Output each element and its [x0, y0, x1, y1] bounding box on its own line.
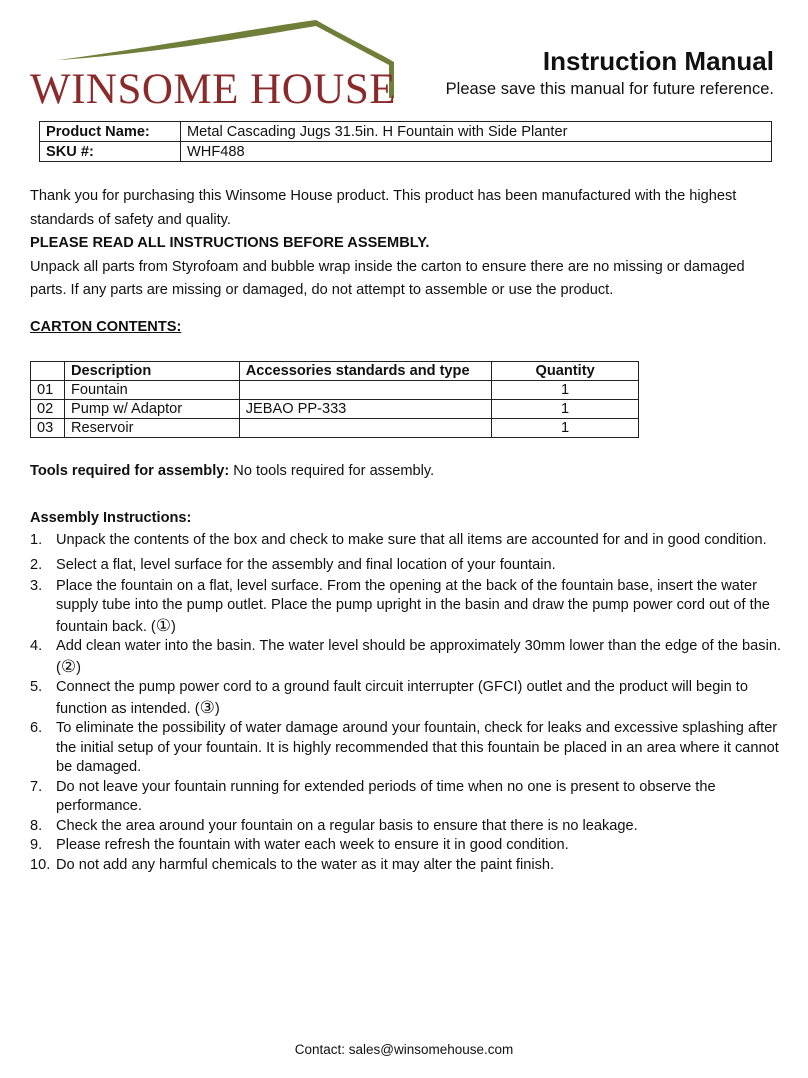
step-text: Connect the pump power cord to a ground fault circuit interrupter (GFCI) outlet and the product will begin to function as intended. ( [56, 679, 748, 717]
carton-contents-heading: CARTON CONTENTS: [30, 319, 182, 335]
title-block [446, 46, 774, 101]
read-instructions-warning: PLEASE READ ALL INSTRUCTIONS BEFORE ASSEMBLY. [30, 235, 430, 251]
table-row [40, 142, 772, 162]
row-description: Fountain [64, 381, 239, 400]
row-description: Pump w/ Adaptor [64, 400, 239, 419]
list-item [30, 719, 782, 778]
table-row [31, 400, 639, 419]
product-name-value: Metal Cascading Jugs 31.5in. H Fountain with Side Planter [181, 122, 772, 142]
list-item [30, 856, 782, 876]
step-text: Check the area around your fountain on a regular basis to ensure that there is no leakage. [56, 817, 638, 834]
brand-logo [28, 18, 398, 113]
row-quantity: 1 [492, 381, 639, 400]
list-item [30, 778, 782, 817]
page-title: Instruction Manual [542, 46, 774, 76]
intro-section [30, 185, 778, 303]
list-item [30, 554, 782, 576]
row-num: 01 [31, 381, 65, 400]
tools-label: Tools required for assembly: [30, 463, 230, 479]
row-num: 03 [31, 419, 65, 438]
step-text: Select a flat, level surface for the assembly and final location of your fountain. [56, 556, 556, 573]
step-text: Add clean water into the basin. The water level should be approximately 30mm lower than the edge of the basin. ( [56, 638, 781, 676]
step-number: 5. [30, 679, 43, 695]
step-number: 8. [30, 817, 43, 834]
step-text: Do not leave your fountain running for extended periods of time when no one is present to observe the performance. [56, 778, 716, 814]
sku-value: WHF488 [181, 142, 772, 162]
product-info-table [39, 121, 772, 162]
tools-required [30, 460, 434, 482]
step-text-end: ) [76, 659, 81, 676]
row-description: Reservoir [64, 419, 239, 438]
assembly-steps-list [30, 529, 782, 875]
step-number: 10. [30, 856, 51, 873]
step-number: 6. [30, 720, 43, 736]
step-text: Do not add any harmful chemicals to the water as it may alter the paint finish. [56, 856, 555, 873]
row-accessories: JEBAO PP-333 [239, 400, 492, 419]
carton-contents-table [30, 361, 639, 438]
step-number: 4. [30, 638, 43, 654]
step-number: 7. [30, 778, 43, 795]
list-item [30, 637, 782, 678]
table-row [31, 381, 639, 400]
header-cell-quantity: Quantity [492, 362, 639, 381]
table-row [31, 419, 639, 438]
row-quantity: 1 [492, 419, 639, 438]
step-text-end: ) [171, 618, 176, 635]
logo-wordmark: WINSOME HOUSE [30, 66, 397, 113]
table-row [40, 122, 772, 142]
row-accessories [239, 419, 492, 438]
step-text: Please refresh the fountain with water each week to ensure it in good condition. [56, 837, 569, 853]
row-num: 02 [31, 400, 65, 419]
intro-paragraph: Thank you for purchasing this Winsome House product. This product has been manufactured with the highest standards of safety and quality. [30, 188, 737, 228]
list-item [30, 577, 782, 638]
step-number: 9. [30, 837, 43, 853]
header-cell-description: Description [64, 362, 239, 381]
table-header-row [31, 362, 639, 381]
list-item [30, 836, 782, 856]
figure-ref-3: ③ [199, 697, 215, 717]
step-number: 3. [30, 577, 43, 594]
step-number: 2. [30, 556, 43, 573]
list-item [30, 529, 782, 553]
step-number: 1. [30, 532, 43, 548]
unpack-paragraph: Unpack all parts from Styrofoam and bubble wrap inside the carton to ensure there are no missing or damaged parts. If any parts are missing or damaged, do not attempt to assemble or use the product. [30, 258, 745, 298]
row-accessories [239, 381, 492, 400]
list-item [30, 678, 782, 719]
product-name-label: Product Name: [40, 122, 181, 142]
row-quantity: 1 [492, 400, 639, 419]
step-text: To eliminate the possibility of water damage around your fountain, check for leaks and excessive splashing after the initial setup of your fountain. It is highly recommended that this fountain be placed in an area where it cannot be damaged. [56, 720, 779, 775]
sku-label: SKU #: [40, 142, 181, 162]
step-text-end: ) [214, 700, 220, 717]
header-cell-accessories: Accessories standards and type [239, 362, 492, 381]
figure-ref-1: ① [155, 615, 172, 635]
header-cell-num [31, 362, 65, 381]
step-text: Place the fountain on a flat, level surface. From the opening at the back of the fountain base, insert the water supply tube into the pump outlet. Place the pump upright in the basin and draw the pump power cord out of the fountain back. ( [56, 577, 770, 635]
step-text: Unpack the contents of the box and check to make sure that all items are accounted for and in good condition. [56, 532, 767, 548]
assembly-heading: Assembly Instructions: [30, 510, 192, 526]
tools-value: No tools required for assembly. [229, 463, 435, 479]
footer-contact: Contact: sales@winsomehouse.com [294, 1042, 514, 1057]
figure-ref-2: ② [60, 656, 77, 676]
list-item [30, 817, 782, 837]
page-subtitle: Please save this manual for future reference. [445, 80, 774, 99]
